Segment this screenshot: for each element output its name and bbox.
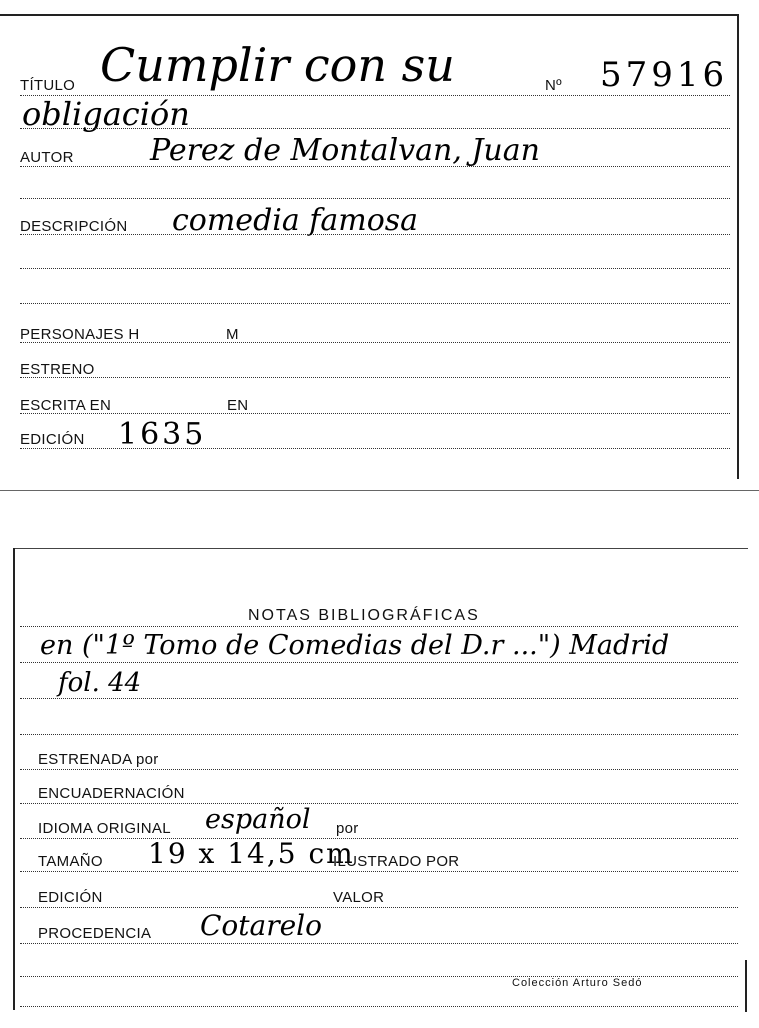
edicion-rule bbox=[20, 907, 738, 908]
valor-label: VALOR bbox=[333, 889, 385, 906]
idioma-por-label: por bbox=[336, 820, 359, 837]
autor-value: Perez de Montalvan, Juan bbox=[150, 133, 540, 168]
edicion-value: 1635 bbox=[118, 417, 207, 452]
notas-heading: NOTAS BIBLIOGRÁFICAS bbox=[248, 607, 480, 624]
personajes-rule bbox=[20, 342, 730, 343]
edicion-label: EDICIÓN bbox=[20, 431, 85, 448]
catalog-card-back bbox=[0, 540, 759, 1028]
autor-label: AUTOR bbox=[20, 149, 74, 166]
edicion-rule bbox=[20, 448, 730, 449]
escrita-rule bbox=[20, 413, 730, 414]
idioma-rule bbox=[20, 838, 738, 839]
estrenada-rule bbox=[20, 769, 738, 770]
personajes-label: PERSONAJES H bbox=[20, 326, 140, 343]
coleccion-credit: Colección Arturo Sedó bbox=[512, 977, 643, 989]
catalog-card-front bbox=[0, 0, 759, 495]
blank-rule-3 bbox=[20, 303, 730, 304]
titulo-rule-2 bbox=[20, 128, 730, 129]
notas-rule-3 bbox=[20, 698, 738, 699]
blank-rule-1 bbox=[20, 198, 730, 199]
tamano-rule bbox=[20, 871, 738, 872]
numero-value: 57916 bbox=[600, 55, 729, 95]
blank-rule-2 bbox=[20, 268, 730, 269]
estrenada-label: ESTRENADA por bbox=[38, 751, 159, 768]
ilustrado-label: ILUSTRADO POR bbox=[333, 853, 460, 870]
encuadernacion-label: ENCUADERNACIÓN bbox=[38, 785, 185, 802]
titulo-value-line2: obligación bbox=[22, 95, 190, 133]
notas-rule-1 bbox=[20, 626, 738, 627]
tamano-value: 19 x 14,5 cm bbox=[148, 837, 355, 870]
descripcion-rule bbox=[20, 234, 730, 235]
estreno-rule bbox=[20, 377, 730, 378]
descripcion-label: DESCRIPCIÓN bbox=[20, 218, 128, 235]
idioma-label: IDIOMA ORIGINAL bbox=[38, 820, 171, 837]
descripcion-value: comedia famosa bbox=[172, 203, 419, 238]
titulo-label: TÍTULO bbox=[20, 77, 76, 94]
procedencia-rule bbox=[20, 943, 738, 944]
idioma-value: español bbox=[205, 804, 311, 835]
tamano-label: TAMAÑO bbox=[38, 853, 103, 870]
titulo-value-line1: Cumplir con su bbox=[100, 38, 455, 92]
card-border-right bbox=[745, 960, 747, 1012]
personajes-m-label: M bbox=[226, 326, 239, 343]
autor-rule bbox=[20, 166, 730, 167]
card-border-right bbox=[737, 14, 739, 479]
edicion-label: EDICIÓN bbox=[38, 889, 103, 906]
card-border-left bbox=[13, 548, 15, 1010]
escrita-en-label: EN bbox=[227, 397, 249, 414]
escrita-label: ESCRITA EN bbox=[20, 397, 112, 414]
procedencia-label: PROCEDENCIA bbox=[38, 925, 152, 942]
encuadernacion-rule bbox=[20, 803, 738, 804]
card-border-top bbox=[0, 14, 739, 16]
estreno-label: ESTRENO bbox=[20, 361, 95, 378]
numero-label: Nº bbox=[545, 77, 562, 94]
card-border-top bbox=[13, 548, 748, 549]
notas-line1: en ("1º Tomo de Comedias del D.r ...") Madrid bbox=[40, 630, 670, 661]
bottom-rule bbox=[20, 1006, 738, 1007]
procedencia-value: Cotarelo bbox=[200, 909, 322, 942]
notas-rule-2 bbox=[20, 662, 738, 663]
card-divider bbox=[0, 490, 759, 491]
notas-rule-4 bbox=[20, 734, 738, 735]
notas-line2: fol. 44 bbox=[58, 668, 142, 698]
